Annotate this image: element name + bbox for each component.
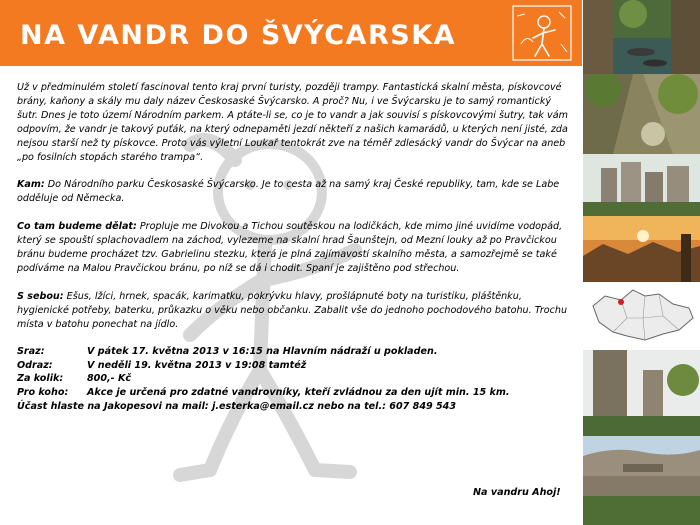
main-text [17,81,574,414]
info-value: V neděli 19. května 2013 v 19:08 tamtéž [87,359,307,371]
photo-strip [583,0,700,525]
destination-paragraph [17,178,574,206]
info-label: Za kolik: [17,373,64,385]
plan-text: Propluje me Divokou a Tichou soutěskou na lodičkách, kde mimo jiné uvidíme vodopád, který se spouští splachovadlem na záchod, vylezeme na skalní hrad Šaunštejn, od Mezní louky až po Pravčickou bránu budeme procházet tzv. Gabrielinu stezku, která je plná zajímavostí skalního města, a samozřejmě se také podíváme na Malou Pravčickou bránu, po níž se dá i chodit. Spaní je zajištěno pod střechou. [17,221,563,274]
photo-gorge-boats [583,0,700,74]
photo-sandstone-panorama [583,436,700,525]
gear-text: Ešus, lžíci, hrnek, spacák, karimatku, pokrývku hlavy, prošlápnuté boty na turistiku, pláštěnku, hygienické potřeby, baterku, průkazku o věku nebo občanku. Zabalit vše do jednoho pochodového batohu. Trochu místa v batohu ponechat na jídlo. [17,290,568,330]
gear-paragraph [17,290,574,332]
plan-paragraph [17,220,574,276]
info-value: Akce je určená pro zdatné vandrovníky, kteří zvládnou za den ujít min. 15 km. [87,387,510,399]
destination-label: Kam: [17,179,45,191]
info-value: V pátek 17. května 2013 v 16:15 na Hlavním nádraží u pokladen. [87,345,438,357]
photo-sunset-valley [583,216,700,282]
photo-rock-bridge [583,350,700,436]
page-title: NA VANDR DO ŠVÝCARSKA [20,20,457,51]
contact-line: Účast hlaste na Jakopesovi na mail: j.esterka@email.cz nebo na tel.: 607 849 543 [17,401,457,413]
info-row-audience [17,386,574,400]
tramp-logo-icon [511,4,573,62]
info-label: Odraz: [17,359,53,371]
signoff: Na vandru Ahoj! [473,487,561,498]
info-row-meeting [17,345,574,359]
photo-forest-path [583,74,700,154]
header-banner [0,0,582,66]
info-value: 800,- Kč [87,373,132,385]
intro-paragraph: Už v předminulém století fascinoval tento kraj první turisty, později trampy. Fantastická skalní města, pískovcové brány, kaňony a skály mu daly název Českosaské Švýcarsko. A proč? Nu, i ve Švýcarsku je to samý romantický šutr. Dnes je toto území Národním parkem. A ptáte-li se, co je to vandr a jak souvisí s pískovcovými šutry, tak vám odpovím, že vandr je takový puťák, na který odnepaměti jezdí někteří z našich kamarádů, u kterých není jisté, zda nejsou starší než ty pískovce. Proto vás výletní Loukař tentokrát zve na téměř zdlesácký vandr do Švýcar na aneb „po fosilních stopách starého trampa“. [17,82,568,163]
info-row-departure [17,359,574,373]
info-label: Sraz: [17,345,45,357]
info-label: Pro koho: [17,387,69,399]
destination-text: Do Národního parku Českosaské Švýcarsko. Je to cesta až na samý kraj České republiky, tam, kde se Labe odděluje od Německa. [17,179,560,205]
gear-label: S sebou: [17,290,64,302]
plan-label: Co tam budeme dělat: [17,221,137,233]
photo-sandstone-towers [583,154,700,216]
czech-map-icon [583,282,700,350]
info-row-price [17,372,574,386]
event-info [17,345,574,415]
